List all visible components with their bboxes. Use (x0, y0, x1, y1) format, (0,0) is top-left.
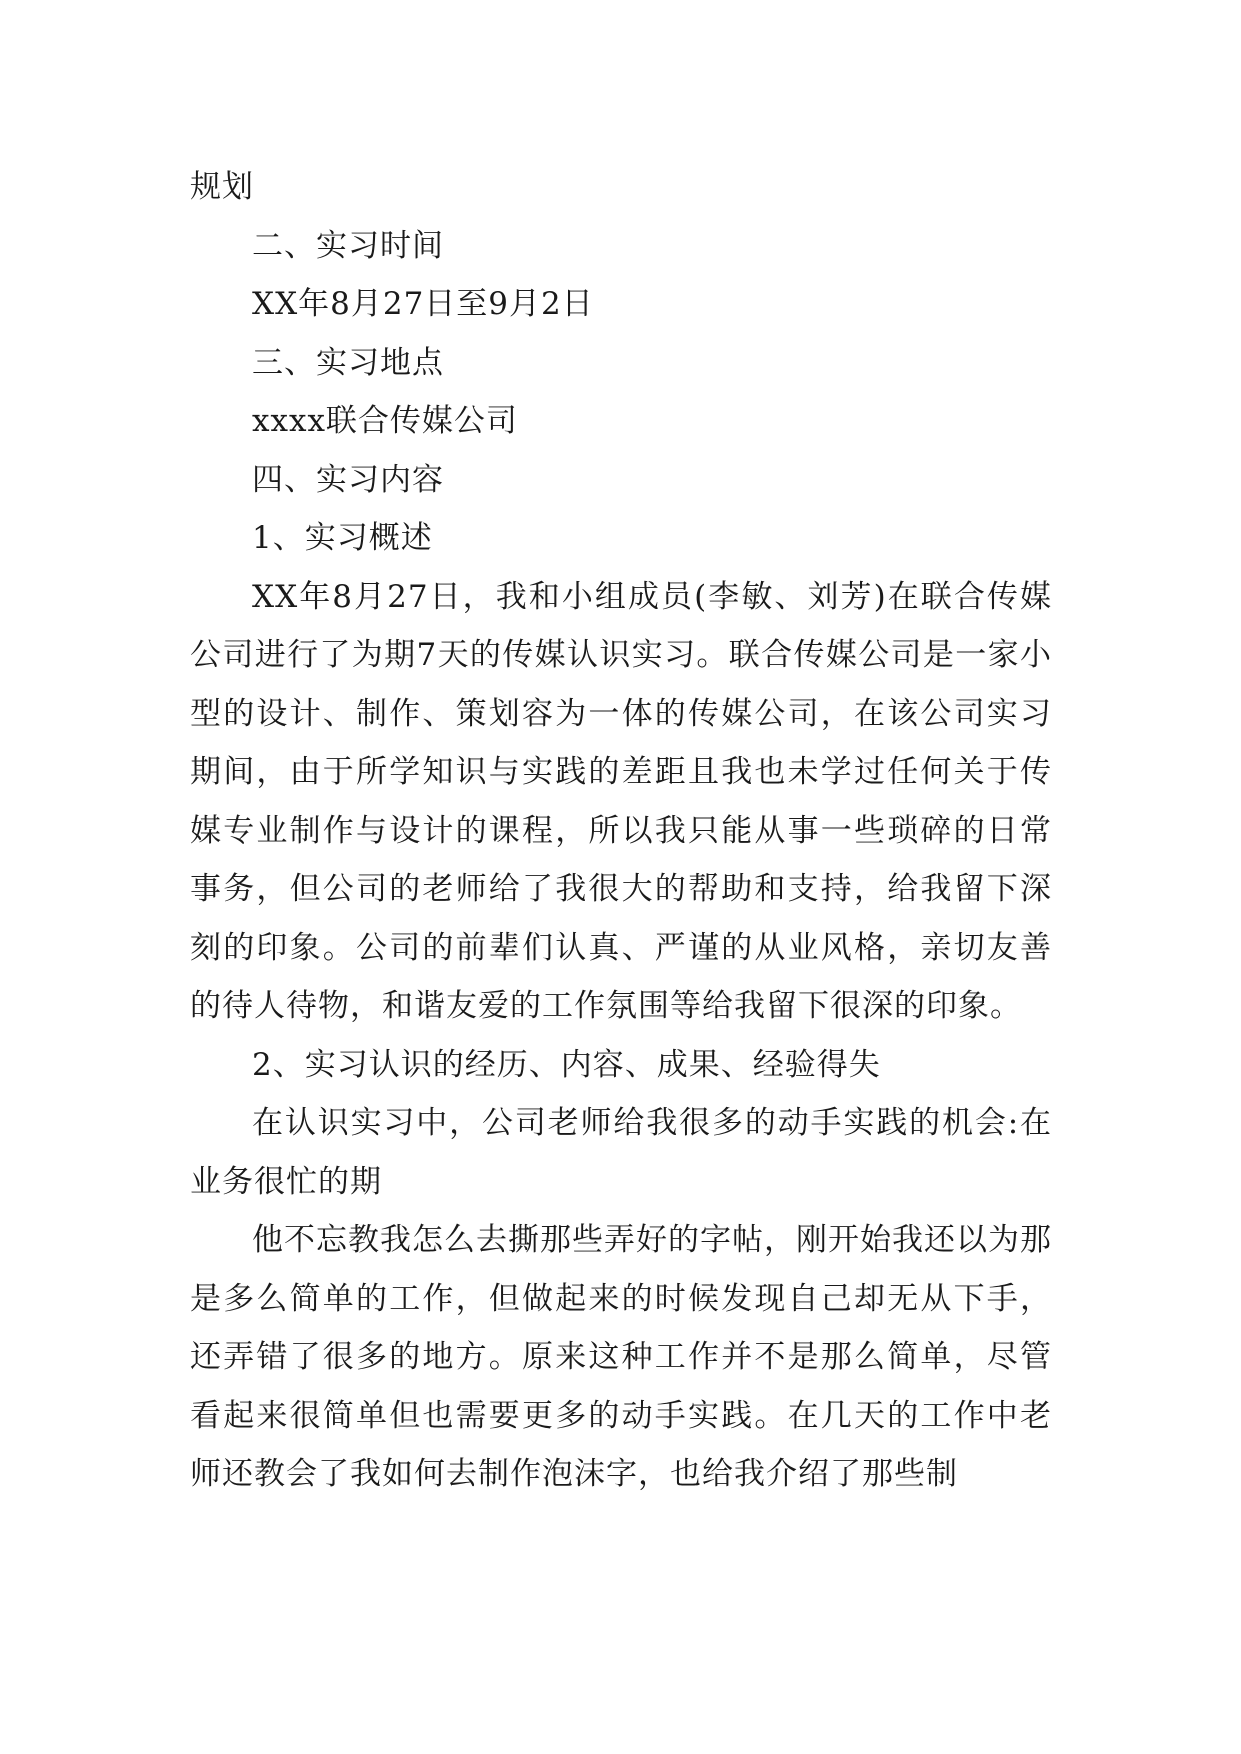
paragraph-practice: 他不忘教我怎么去撕那些弄好的字帖，刚开始我还以为那是多么简单的工作，但做起来的时候发现自己却无从下手，还弄错了很多的地方。原来这种工作并不是那么简单，尽管看起来很简单但也需要更多的动手实践。在几天的工作中老师还教会了我如何去制作泡沫字，也给我介绍了那些制 (190, 1222, 1052, 1492)
heading-internship-time: 二、实习时间 (252, 227, 444, 264)
paragraph-1: 规划 (190, 169, 254, 205)
subheading-experience: 2、实习认识的经历、内容、成果、经验得失 (252, 1046, 881, 1083)
internship-company: xxxx联合传媒公司 (252, 403, 518, 439)
paragraph-overview: XX年8月27日，我和小组成员(李敏、刘芳)在联合传媒公司进行了为期7天的传媒认识实习。联合传媒公司是一家小型的设计、制作、策划容为一体的传媒公司，在该公司实习期间，由于所学知识与实践的差距且我也未学过任何关于传媒专业制作与设计的课程，所以我只能从事一些琐碎的日常事务，但公司的老师给了我很大的帮助和支持，给我留下深刻的印象。公司的前辈们认真、严谨的从业风格，亲切友善的待人待物，和谐友爱的工作氛围等给我留下很深的印象。 (190, 578, 1052, 1024)
subheading-overview: 1、实习概述 (252, 520, 433, 556)
heading-internship-content: 四、实习内容 (252, 461, 444, 498)
paragraph-opportunity: 在认识实习中，公司老师给我很多的动手实践的机会:在业务很忙的期 (190, 1105, 1052, 1200)
internship-dates: XX年8月27日至9月2日 (252, 286, 594, 322)
document-body (190, 158, 1052, 1504)
heading-internship-location: 三、实习地点 (252, 344, 444, 381)
